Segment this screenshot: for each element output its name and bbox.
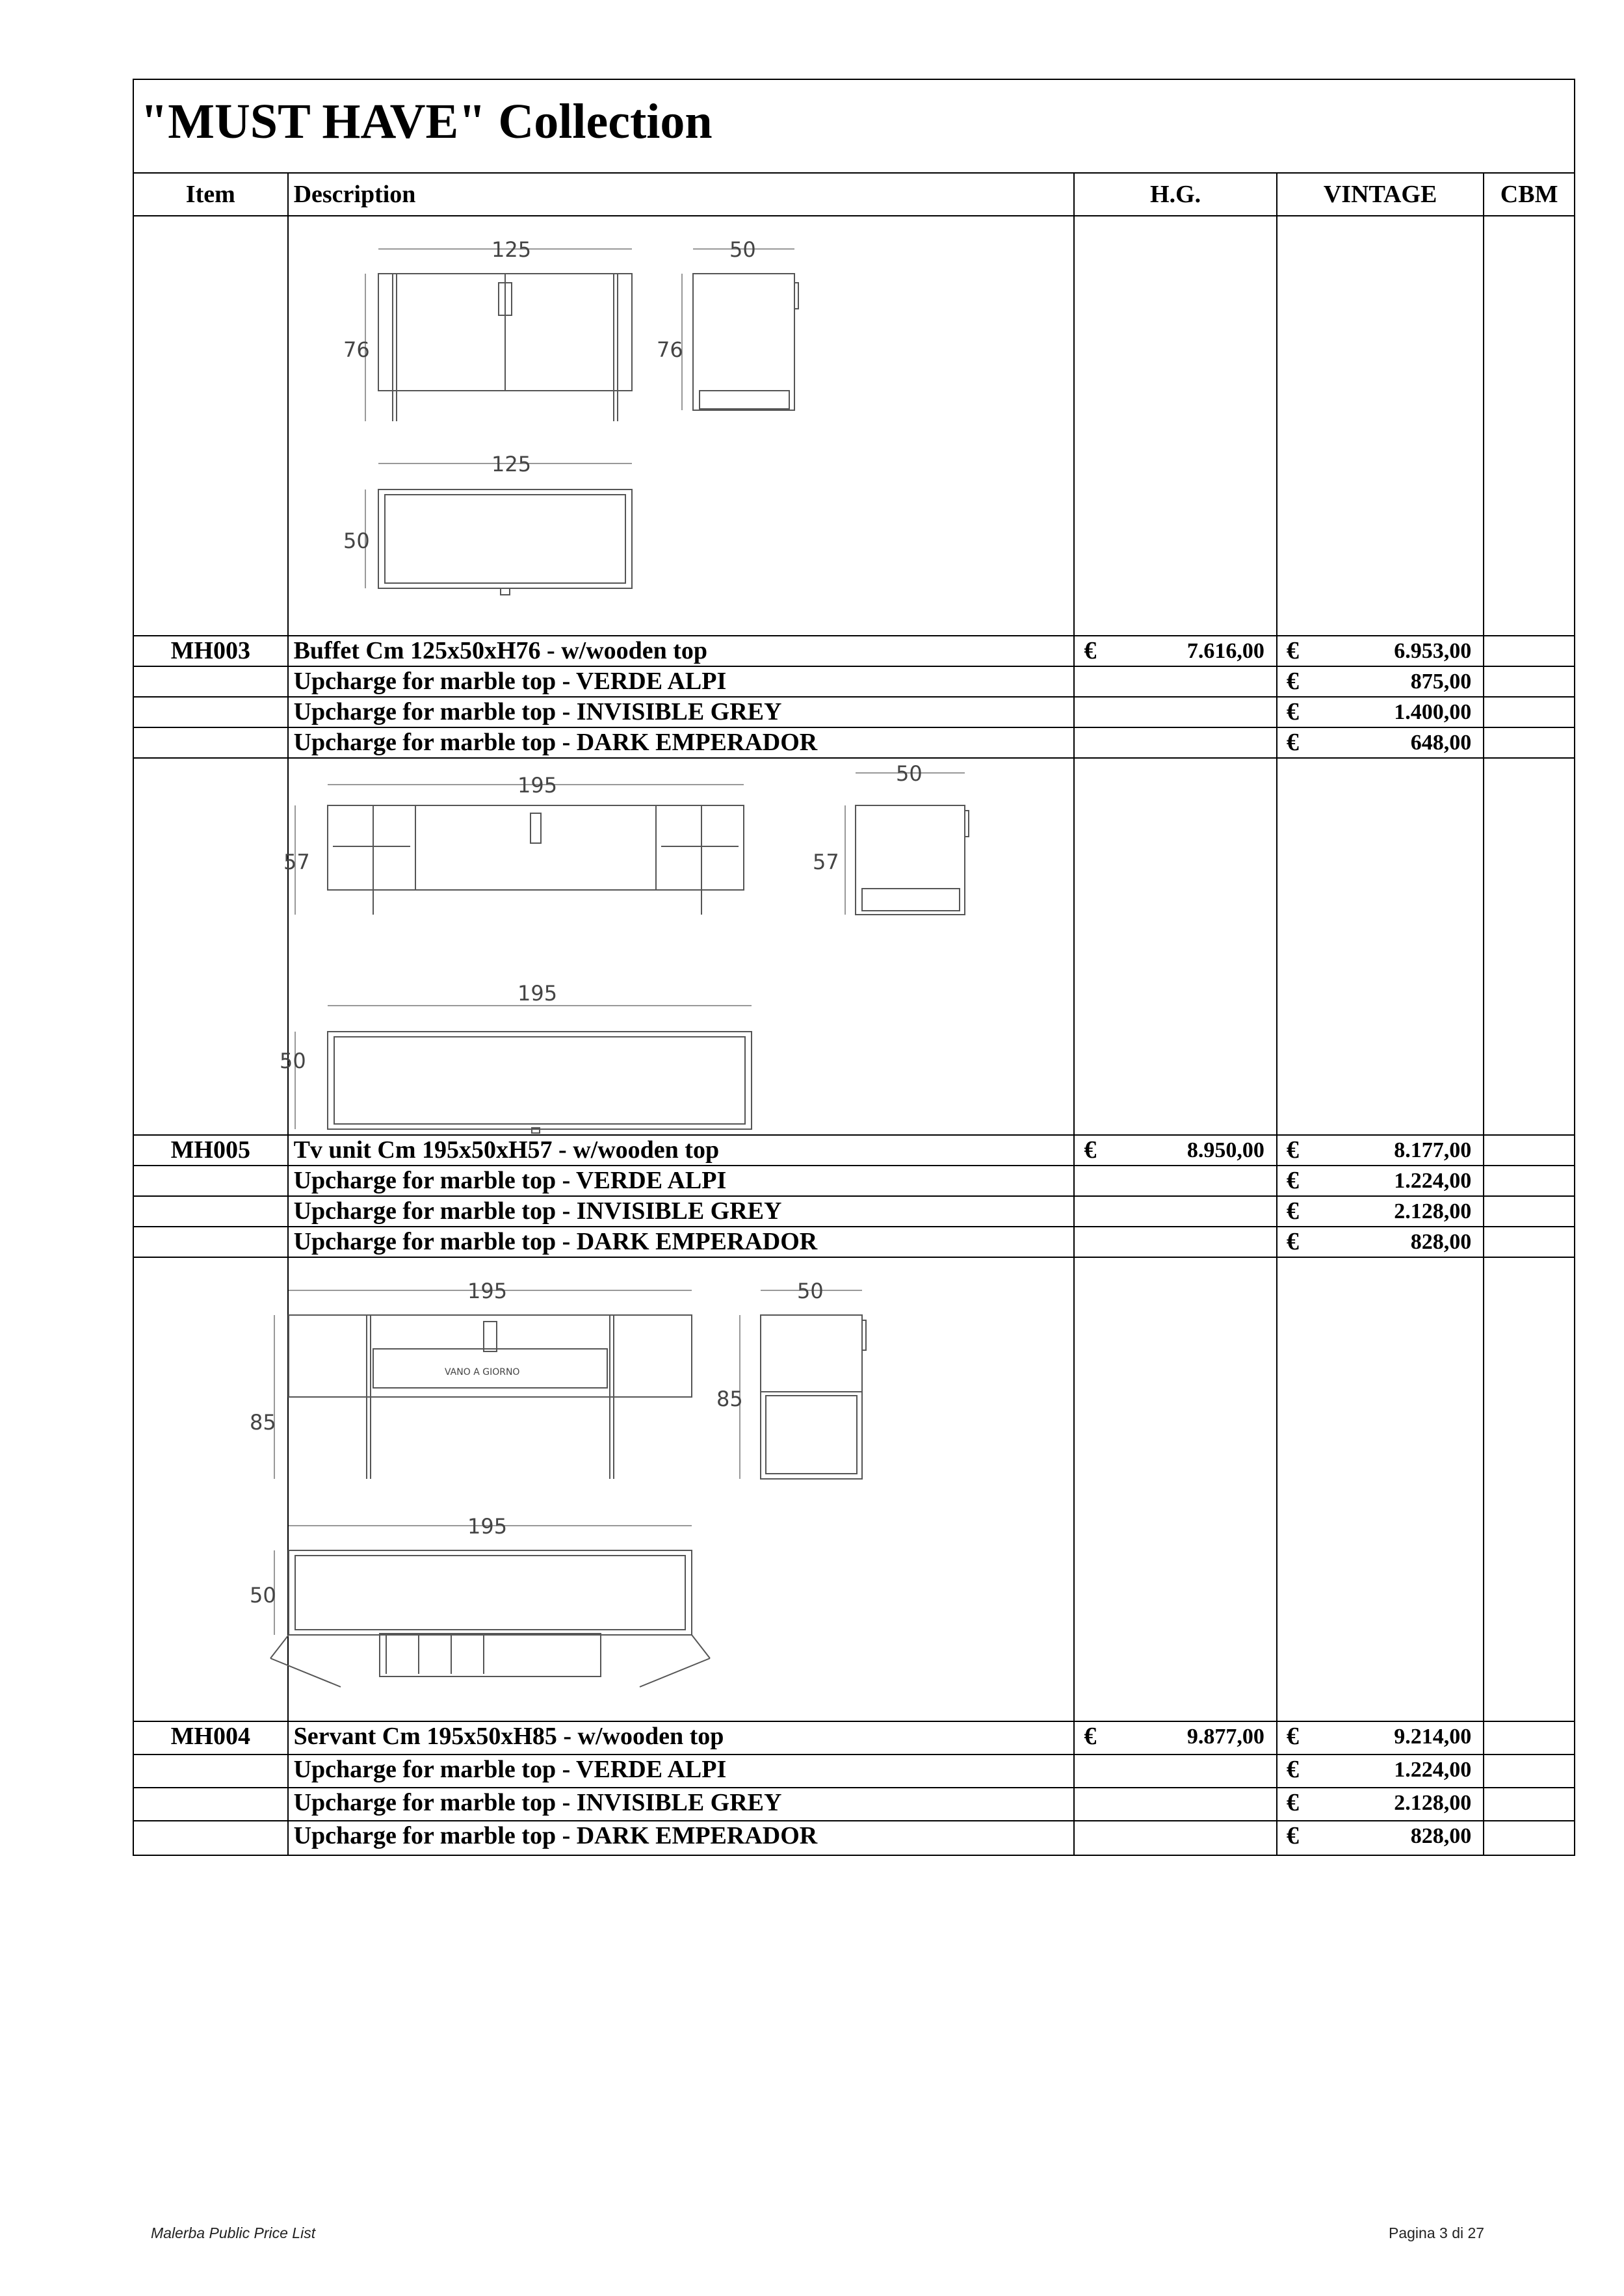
price-list-table xyxy=(133,79,1575,1856)
technical-drawing-buffet xyxy=(289,216,1075,635)
currency-symbol: € xyxy=(1286,1167,1299,1194)
upcharge-description: Upcharge for marble top - INVISIBLE GREY xyxy=(289,698,1075,727)
cbm-value xyxy=(1484,636,1574,666)
upcharge-price xyxy=(1277,1197,1484,1226)
drawing-open-compartment-note: VANO A GIORNO xyxy=(444,1367,520,1377)
drawing-row xyxy=(134,1258,1574,1722)
upcharge-price-amount: 2.128,00 xyxy=(1394,1791,1472,1815)
upcharge-price xyxy=(1277,698,1484,727)
upcharge-row xyxy=(134,1197,1574,1227)
item-code: MH003 xyxy=(134,636,289,666)
upcharge-row xyxy=(134,667,1574,698)
vintage-price-amount: 9.214,00 xyxy=(1394,1725,1472,1749)
currency-symbol: € xyxy=(1286,1228,1299,1255)
drawing-row xyxy=(134,759,1574,1136)
column-header-row xyxy=(134,174,1574,216)
currency-symbol: € xyxy=(1286,698,1299,725)
vintage-price-amount: 6.953,00 xyxy=(1394,639,1472,663)
upcharge-description: Upcharge for marble top - DARK EMPERADOR xyxy=(289,728,1075,757)
column-header-hg: H.G. xyxy=(1075,174,1277,215)
drawing-front-width-label: 125 xyxy=(491,237,531,262)
upcharge-price xyxy=(1277,728,1484,757)
drawing-top-width-label: 125 xyxy=(491,452,531,476)
upcharge-price-amount: 828,00 xyxy=(1410,1824,1472,1848)
hg-price xyxy=(1075,1136,1277,1165)
upcharge-price xyxy=(1277,1166,1484,1195)
drawing-side-height-label: 57 xyxy=(812,850,839,874)
upcharge-price xyxy=(1277,1227,1484,1257)
currency-symbol: € xyxy=(1286,1756,1299,1783)
upcharge-description: Upcharge for marble top - VERDE ALPI xyxy=(289,1166,1075,1195)
upcharge-price-amount: 1.224,00 xyxy=(1394,1758,1472,1782)
footer-page-number: Pagina 3 di 27 xyxy=(1389,2224,1485,2241)
upcharge-description: Upcharge for marble top - DARK EMPERADOR xyxy=(289,1227,1075,1257)
vintage-price-amount: 8.177,00 xyxy=(1394,1138,1472,1162)
hg-price xyxy=(1075,636,1277,666)
item-code: MH005 xyxy=(134,1136,289,1165)
upcharge-price-amount: 1.224,00 xyxy=(1394,1169,1472,1193)
upcharge-row xyxy=(134,1755,1574,1788)
page-title: "MUST HAVE" Collection xyxy=(140,94,713,149)
currency-symbol: € xyxy=(1286,729,1299,756)
currency-symbol: € xyxy=(1286,637,1299,664)
upcharge-price-amount: 1.400,00 xyxy=(1394,700,1472,724)
technical-drawing-servant xyxy=(249,1258,1075,1721)
currency-symbol: € xyxy=(1286,1723,1299,1750)
upcharge-row xyxy=(134,1166,1574,1197)
drawing-top-depth-label: 50 xyxy=(249,1583,276,1608)
drawing-side-depth-label: 50 xyxy=(729,237,756,262)
drawing-front-height-label: 85 xyxy=(249,1410,276,1435)
upcharge-row xyxy=(134,698,1574,728)
upcharge-description: Upcharge for marble top - DARK EMPERADOR xyxy=(289,1821,1075,1855)
upcharge-price xyxy=(1277,1755,1484,1787)
upcharge-description: Upcharge for marble top - INVISIBLE GREY xyxy=(289,1788,1075,1820)
upcharge-row xyxy=(134,1821,1574,1855)
drawing-side-depth-label: 50 xyxy=(895,761,923,786)
column-header-description: Description xyxy=(289,174,1075,215)
upcharge-price-amount: 875,00 xyxy=(1410,670,1472,694)
currency-symbol: € xyxy=(1286,668,1299,695)
currency-symbol: € xyxy=(1084,1723,1097,1750)
column-header-vintage: VINTAGE xyxy=(1277,174,1484,215)
upcharge-price-amount: 828,00 xyxy=(1410,1230,1472,1254)
currency-symbol: € xyxy=(1286,1197,1299,1225)
hg-price-amount: 7.616,00 xyxy=(1186,639,1264,663)
drawing-front-height-label: 57 xyxy=(283,850,310,874)
footer-document-name: Malerba Public Price List xyxy=(151,2224,316,2241)
cbm-value xyxy=(1484,1722,1574,1754)
upcharge-description: Upcharge for marble top - VERDE ALPI xyxy=(289,1755,1075,1787)
vintage-price xyxy=(1277,1722,1484,1754)
upcharge-description: Upcharge for marble top - INVISIBLE GREY xyxy=(289,1197,1075,1226)
product-row xyxy=(134,1136,1574,1166)
currency-symbol: € xyxy=(1286,1136,1299,1164)
upcharge-price xyxy=(1277,667,1484,696)
hg-price-amount: 9.877,00 xyxy=(1186,1725,1264,1749)
upcharge-row xyxy=(134,1788,1574,1821)
hg-price xyxy=(1075,1722,1277,1754)
vintage-price xyxy=(1277,1136,1484,1165)
hg-price-amount: 8.950,00 xyxy=(1186,1138,1264,1162)
currency-symbol: € xyxy=(1084,637,1097,664)
upcharge-price xyxy=(1277,1821,1484,1855)
upcharge-row xyxy=(134,1227,1574,1258)
product-description: Servant Cm 195x50xH85 - w/wooden top xyxy=(289,1722,1075,1754)
vintage-price xyxy=(1277,636,1484,666)
upcharge-price-amount: 648,00 xyxy=(1410,731,1472,755)
drawing-front-height-label: 76 xyxy=(343,337,370,362)
product-description: Buffet Cm 125x50xH76 - w/wooden top xyxy=(289,636,1075,666)
drawing-top-width-label: 195 xyxy=(517,981,557,1006)
product-description: Tv unit Cm 195x50xH57 - w/wooden top xyxy=(289,1136,1075,1165)
title-row xyxy=(134,80,1574,174)
upcharge-price-amount: 2.128,00 xyxy=(1394,1199,1472,1223)
drawing-side-depth-label: 50 xyxy=(796,1279,824,1303)
currency-symbol: € xyxy=(1084,1136,1097,1164)
upcharge-price xyxy=(1277,1788,1484,1820)
upcharge-row xyxy=(134,728,1574,759)
drawing-front-width-label: 195 xyxy=(517,773,557,798)
product-row xyxy=(134,1722,1574,1755)
drawing-top-width-label: 195 xyxy=(467,1514,507,1539)
drawing-row xyxy=(134,216,1574,636)
column-header-cbm: CBM xyxy=(1500,181,1558,208)
drawing-top-depth-label: 50 xyxy=(343,528,370,553)
technical-drawing-tv-unit xyxy=(279,759,1075,1134)
upcharge-description: Upcharge for marble top - VERDE ALPI xyxy=(289,667,1075,696)
drawing-top-depth-label: 50 xyxy=(279,1049,306,1073)
drawing-side-height-label: 85 xyxy=(716,1387,743,1411)
item-code: MH004 xyxy=(134,1722,289,1754)
drawing-side-height-label: 76 xyxy=(656,337,683,362)
product-row xyxy=(134,636,1574,667)
drawing-front-width-label: 195 xyxy=(467,1279,507,1303)
currency-symbol: € xyxy=(1286,1789,1299,1816)
currency-symbol: € xyxy=(1286,1822,1299,1849)
column-header-item: Item xyxy=(134,174,289,215)
cbm-value xyxy=(1484,1136,1574,1165)
